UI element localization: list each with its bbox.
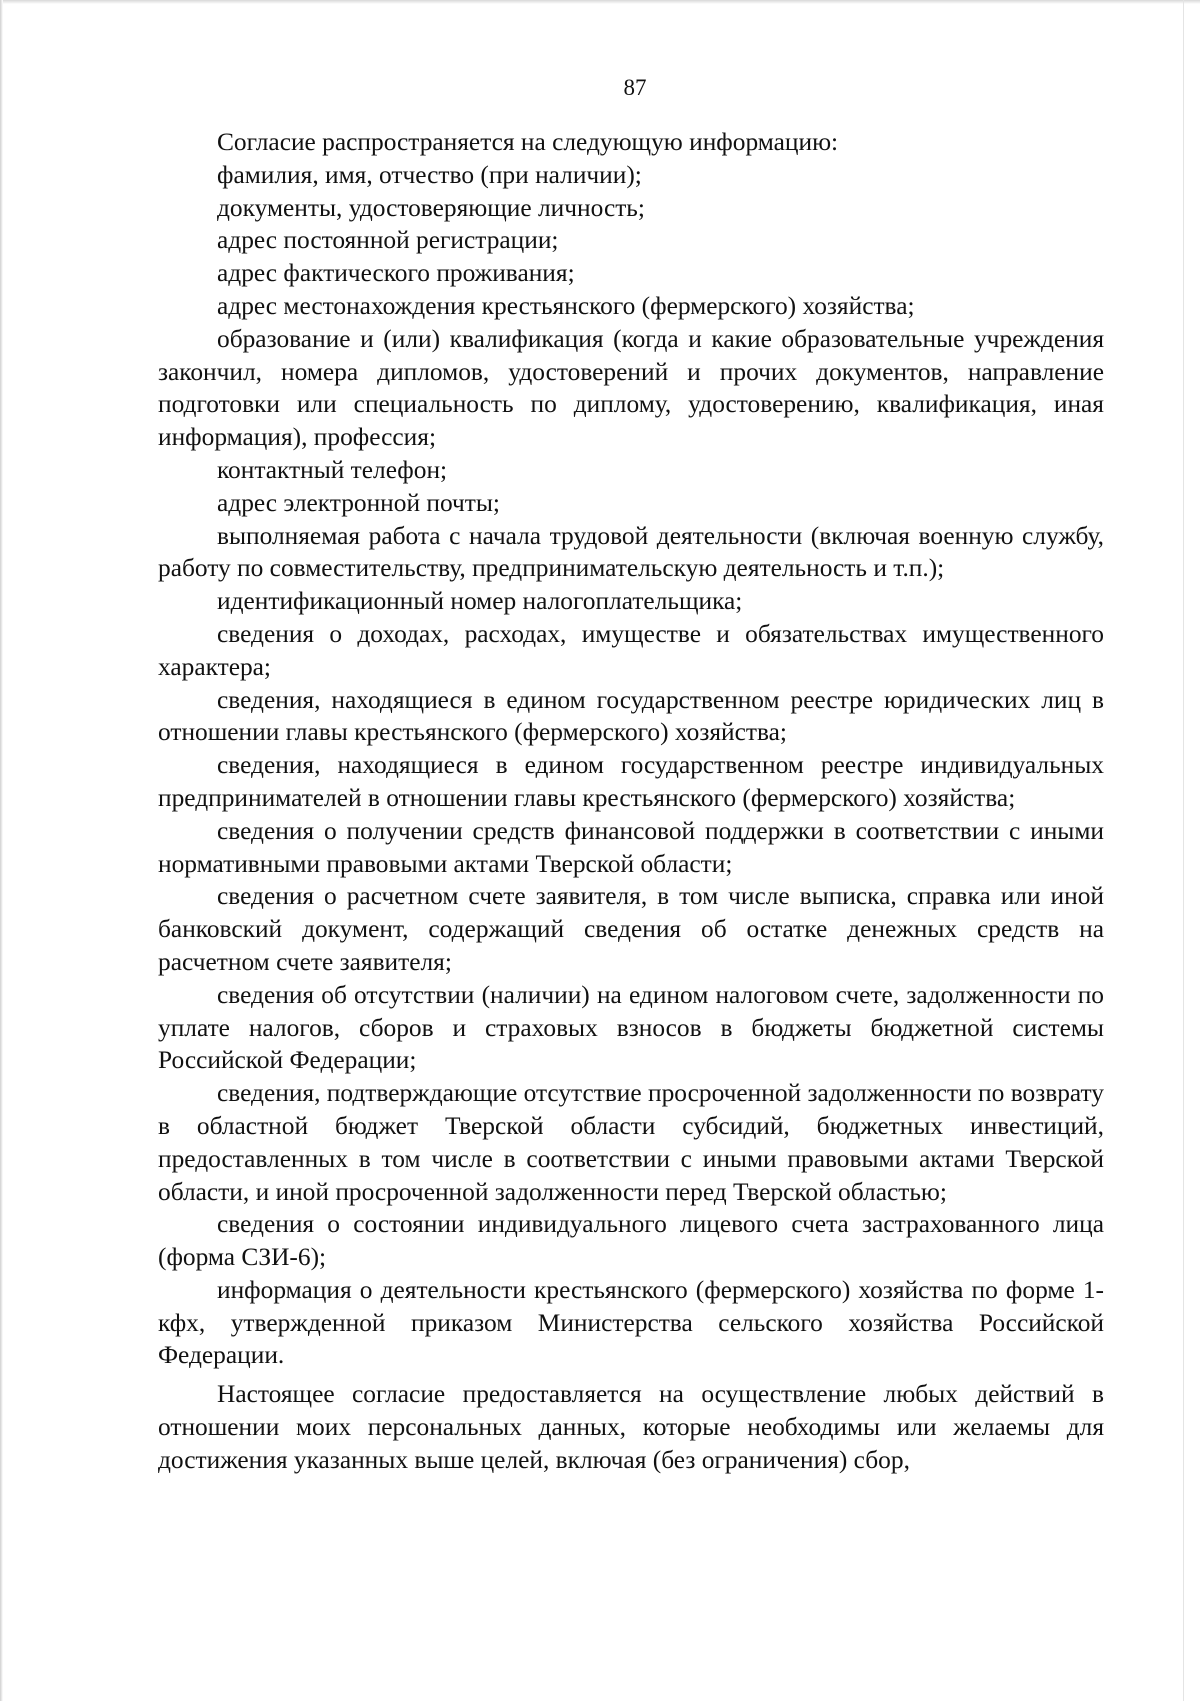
list-item-financial-support: сведения о получении средств финансовой поддержки в соответствии с иными нормативными правовыми актами Тверской области; — [158, 816, 1104, 878]
list-item-overdue-debt: сведения, подтверждающие отсутствие просроченной задолженности по возврату в областной бюджет Тверской области субсидий, бюджетных инвестиций, предоставленных в том числе в соответствии с иными правовыми актами Тверской области, и иной просроченной задолженности перед Тверской областью; — [158, 1079, 1104, 1206]
list-item-bank-account: сведения о расчетном счете заявителя, в том числе выписка, справка или иной банковский документ, содержащий сведения об остатке денежных средств на расчетном счете заявителя; — [158, 882, 1104, 976]
list-item-work-history: выполняемая работа с начала трудовой деятельности (включая военную службу, работу по совместительству, предпринимательскую деятельность и т.п.); — [158, 521, 1104, 583]
document-body — [158, 126, 1104, 1477]
list-item-farm-activity: информация о деятельности крестьянского (фермерского) хозяйства по форме 1-кфх, утвержденной приказом Министерства сельского хозяйства Российской Федерации. — [158, 1275, 1104, 1370]
intro-paragraph: Согласие распространяется на следующую информацию: — [217, 128, 839, 156]
list-item-farm-address: адрес местонахождения крестьянского (фермерского) хозяйства; — [217, 291, 915, 320]
list-item-entrepreneurs-registry: сведения, находящиеся в едином государственном реестре индивидуальных предпринимателей в отношении главы крестьянского (фермерского) хозяйства; — [158, 751, 1104, 812]
page-number: 87 — [623, 75, 647, 100]
list-item-income-property: сведения о доходах, расходах, имуществе и обязательствах имущественного характера; — [158, 619, 1104, 681]
list-item-registration-address: адрес постоянной регистрации; — [217, 226, 559, 255]
scan-edge-top — [0, 0, 1200, 4]
consent-paragraph: Настоящее согласие предоставляется на осуществление любых действий в отношении моих персональных данных, которые необходимы или желаемы для достижения указанных выше целей, включая (без ограничения) сбор, — [158, 1380, 1104, 1474]
scan-rule-right — [1183, 0, 1184, 1701]
list-item-full-name: фамилия, имя, отчество (при наличии); — [217, 160, 642, 189]
list-item-residence-address: адрес фактического проживания; — [217, 259, 575, 288]
list-item-identity-documents: документы, удостоверяющие личность; — [217, 193, 645, 222]
list-item-legal-entities-registry: сведения, находящиеся в едином государственном реестре юридических лиц в отношении главы крестьянского (фермерского) хозяйства; — [158, 685, 1104, 747]
scan-edge-left — [0, 0, 3, 1701]
list-item-tax-id: идентификационный номер налогоплательщика; — [217, 587, 743, 616]
list-item-phone: контактный телефон; — [217, 455, 448, 484]
list-item-insurance-account: сведения о состоянии индивидуального лицевого счета застрахованного лица (форма СЗИ-6); — [158, 1210, 1104, 1272]
list-item-email: адрес электронной почты; — [217, 488, 500, 517]
list-item-tax-debt: сведения об отсутствии (наличии) на едином налоговом счете, задолженности по уплате налогов, сборов и страховых взносов в бюджеты бюджетной системы Российской Федерации; — [158, 980, 1104, 1075]
list-item-education: образование и (или) квалификация (когда и какие образовательные учреждения закончил, номера дипломов, удостоверений и прочих документов, направление подготовки или специальность по диплому, удостоверению, квалификация, иная информация), профессия; — [158, 324, 1104, 452]
